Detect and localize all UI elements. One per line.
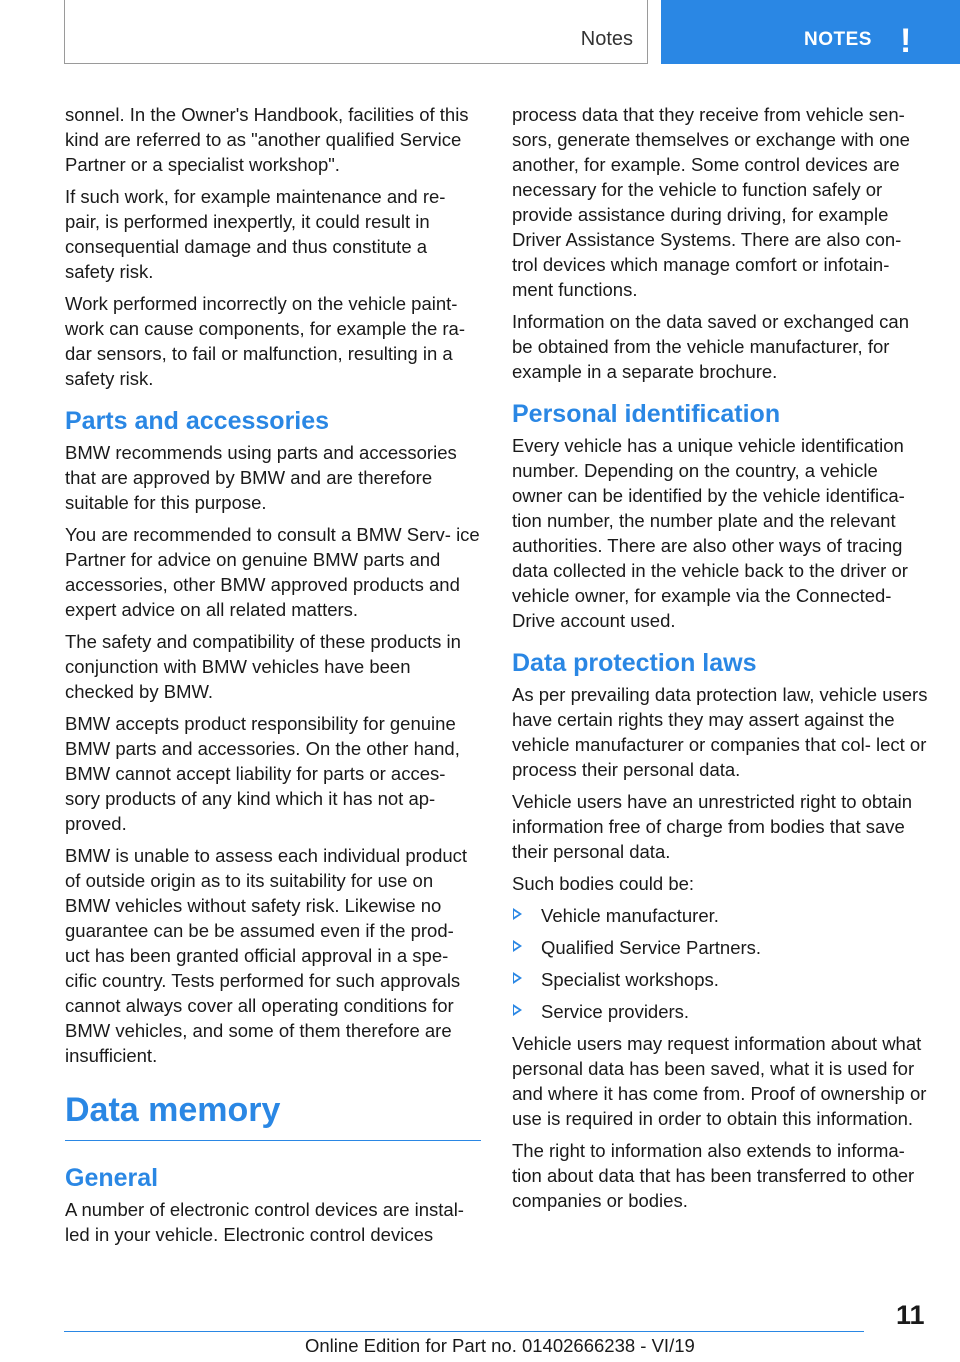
paragraph: The safety and compatibility of these products in conjunction with BMW vehicles have been checked by BMW.: [65, 631, 461, 702]
footer-edition: Online Edition for Part no. 01402666238 - VI/19: [305, 1335, 695, 1356]
header-chapter-tab: [661, 0, 960, 64]
left-column: [65, 102, 481, 1254]
list-item: Service providers.: [512, 999, 928, 1024]
right-column: [512, 102, 928, 1220]
paragraph: The right to information also extends to informa‐ tion about data that has been transferred to other companies or bodies.: [512, 1140, 915, 1211]
triangle-bullet-icon: [513, 972, 522, 984]
heading-general: General: [65, 1164, 159, 1192]
list-item: Vehicle manufacturer.: [512, 903, 928, 928]
bodies-list: [512, 903, 928, 1024]
footer-divider: [64, 1331, 864, 1332]
paragraph: A number of electronic control devices are instal‐ led in your vehicle. Electronic control devices: [65, 1199, 464, 1245]
paragraph: Every vehicle has a unique vehicle identification number. Depending on the country, a vehicle owner can be identified by the vehicle identifica‐ tion number, the number plate and the relevant authorities. There are also other ways of tracing data collected in the vehicle back to the driver or vehicle owner, for example via the Connected‐ Drive account used.: [512, 435, 908, 631]
list-item: Specialist workshops.: [512, 967, 928, 992]
triangle-bullet-icon: [513, 1004, 522, 1016]
paragraph: You are recommended to consult a BMW Serv‐ ice Partner for advice on genuine BMW parts and accessories, other BMW approved products and expert advice on all related matters.: [65, 524, 480, 620]
heading-data-memory: Data memory: [65, 1088, 481, 1141]
heading-personal-identification: Personal identification: [512, 400, 781, 428]
exclamation-icon: !: [900, 22, 912, 60]
paragraph: Vehicle users have an unrestricted right to obtain information free of charge from bodies that save their personal data.: [512, 791, 913, 862]
header-section-box: [64, 0, 648, 64]
paragraph: process data that they receive from vehicle sen‐ sors, generate themselves or exchange with one another, for example. Some control devices are necessary for the vehicle to function safely or provide assistance during driving, for example Driver Assistance Systems. There are also con‐ trol devices which manage comfort or infotain‐ ment functions.: [512, 104, 910, 300]
page-number: 11: [896, 1300, 925, 1330]
heading-parts-and-accessories: Parts and accessories: [65, 407, 330, 435]
paragraph: BMW is unable to assess each individual product of outside origin as to its suitability for use on BMW vehicles without safety risk. Likewise no guarantee can be be assumed even if the prod‐ uct has been granted official approval in a spe‐ cific country. Tests performed for such approvals cannot always cover all operating conditions for BMW vehicles, and some of them therefore are insufficient.: [65, 845, 468, 1066]
paragraph: BMW accepts product responsibility for genuine BMW parts and accessories. On the other hand, BMW cannot accept liability for parts or acces‐ sory products of any kind which it has not ap‐ proved.: [65, 713, 460, 834]
paragraph: Work performed incorrectly on the vehicle paint‐ work can cause components, for example the ra‐ dar sensors, to fail or malfunction, resulting in a safety risk.: [65, 293, 465, 389]
paragraph: sonnel. In the Owner's Handbook, facilities of this kind are referred to as "another qualified Service Partner or a specialist workshop".: [65, 104, 469, 175]
paragraph: As per prevailing data protection law, vehicle users have certain rights they may assert against the vehicle manufacturer or companies that col‐ lect or process their personal data.: [512, 684, 928, 780]
paragraph: Vehicle users may request information about what personal data has been saved, what it is used for and where it has come from. Proof of ownership or use is required in order to obtain this information.: [512, 1033, 927, 1129]
paragraph: Information on the data saved or exchanged can be obtained from the vehicle manufacturer, for example in a separate brochure.: [512, 311, 909, 382]
header-chapter-title: NOTES: [804, 29, 872, 50]
triangle-bullet-icon: [513, 908, 522, 920]
header-section-title: Notes: [580, 28, 633, 50]
list-item: Qualified Service Partners.: [512, 935, 928, 960]
triangle-bullet-icon: [513, 940, 522, 952]
paragraph: BMW recommends using parts and accessories that are approved by BMW and are therefore suitable for this purpose.: [65, 442, 457, 513]
paragraph: Such bodies could be:: [512, 873, 695, 894]
heading-data-protection-laws: Data protection laws: [512, 649, 757, 677]
paragraph: If such work, for example maintenance and re‐ pair, is performed inexpertly, it could result in consequential damage and thus constitute a safety risk.: [65, 186, 446, 282]
